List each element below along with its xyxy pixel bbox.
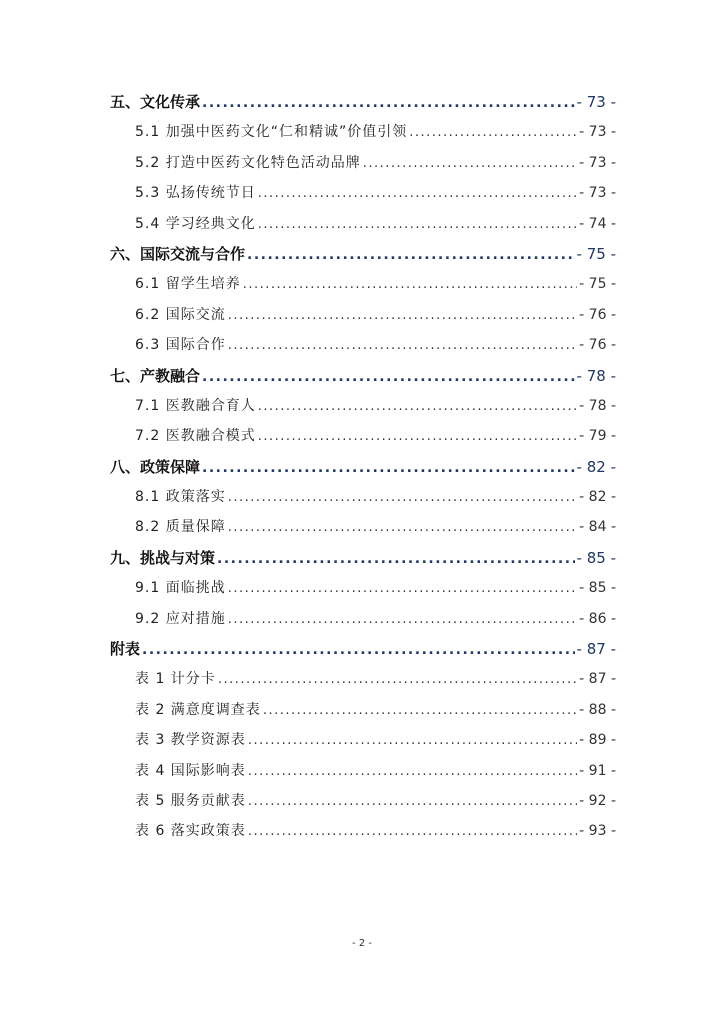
toc-entry[interactable] [110, 760, 616, 790]
toc-entry-page: - 73 - [576, 93, 616, 111]
toc-entry-page: - 88 - [579, 701, 616, 718]
toc-entry-page: - 87 - [576, 640, 616, 659]
toc-entry[interactable] [110, 121, 616, 151]
toc-leader-dots [228, 581, 577, 596]
toc-entry[interactable] [110, 729, 616, 759]
toc-entry-page: - 74 - [579, 215, 616, 232]
toc-entry[interactable] [110, 91, 616, 121]
toc-entry-label: 八、政策保障 [110, 457, 201, 476]
toc-entry-label: 表 5 服务贡献表 [135, 792, 246, 809]
toc-leader-dots [217, 551, 575, 567]
toc-leader-dots [202, 460, 575, 476]
toc-entry-label: 九、挑战与对策 [110, 548, 216, 567]
toc-entry-label: 5.2 打造中医药文化特色活动品牌 [135, 154, 361, 171]
toc-entry-page: - 75 - [576, 244, 616, 263]
toc-entry-label: 7.2 医教融合模式 [135, 428, 256, 445]
toc-entry-label: 表 6 落实政策表 [135, 823, 246, 840]
toc-leader-dots [243, 277, 577, 292]
toc-entry[interactable] [110, 668, 616, 698]
toc-entry-label: 表 2 满意度调查表 [135, 701, 261, 718]
toc-entry-page: - 86 - [579, 610, 616, 627]
toc-leader-dots [202, 95, 575, 111]
toc-entry-label: 6.3 国际合作 [135, 337, 226, 354]
toc-entry[interactable] [110, 699, 616, 729]
toc-entry[interactable] [110, 790, 616, 820]
toc-entry[interactable] [110, 395, 616, 425]
toc-entry[interactable] [110, 365, 616, 395]
toc-entry-label: 9.2 应对措施 [135, 610, 226, 627]
toc-entry-label: 5.3 弘扬传统节日 [135, 185, 256, 202]
toc-entry-label: 5.1 加强中医药文化“仁和精诚”价值引领 [135, 124, 408, 141]
toc-entry-label: 表 1 计分卡 [135, 671, 216, 688]
toc-entry[interactable] [110, 547, 616, 577]
toc-entry-label: 8.2 质量保障 [135, 519, 226, 536]
toc-leader-dots [228, 490, 577, 505]
toc-entry-label: 7.1 医教融合育人 [135, 397, 256, 414]
toc-leader-dots [248, 733, 577, 748]
toc-leader-dots [363, 156, 577, 171]
toc-leader-dots [247, 247, 575, 263]
toc-entry[interactable] [110, 516, 616, 546]
toc-leader-dots [228, 338, 577, 353]
toc-leader-dots [218, 672, 577, 687]
toc-entry-label: 六、国际交流与合作 [110, 244, 246, 263]
toc-entry-page: - 78 - [576, 366, 616, 385]
toc-leader-dots [248, 764, 577, 779]
toc-entry-page: - 75 - [579, 276, 616, 293]
toc-entry-page: - 73 - [579, 185, 616, 202]
toc-entry[interactable] [110, 334, 616, 364]
toc-entry-page: - 82 - [579, 489, 616, 506]
toc-leader-dots [258, 186, 577, 201]
toc-entry-page: - 73 - [579, 124, 616, 141]
toc-leader-dots [248, 794, 577, 809]
toc-leader-dots [202, 369, 575, 385]
toc-entry[interactable] [110, 243, 616, 273]
toc-entry-page: - 82 - [576, 457, 616, 476]
toc-leader-dots [258, 429, 577, 444]
toc-entry[interactable] [110, 273, 616, 303]
toc-entry-page: - 92 - [579, 792, 616, 809]
toc-entry-page: - 87 - [579, 671, 616, 688]
toc-entry-page: - 84 - [579, 519, 616, 536]
toc-leader-dots [142, 642, 575, 658]
toc-entry-label: 6.1 留学生培养 [135, 276, 241, 293]
toc-entry-label: 8.1 政策落实 [135, 489, 226, 506]
toc-entry-page: - 79 - [579, 428, 616, 445]
toc-entry-label: 表 3 教学资源表 [135, 732, 246, 749]
toc-entry-page: - 85 - [576, 548, 616, 567]
toc-entry[interactable] [110, 304, 616, 334]
toc-leader-dots [228, 308, 577, 323]
toc-entry[interactable] [110, 608, 616, 638]
page-number-footer: - 2 - [352, 938, 372, 949]
toc-entry[interactable] [110, 182, 616, 212]
toc-entry-page: - 76 - [579, 337, 616, 354]
toc-entry-page: - 89 - [579, 732, 616, 749]
toc-entry[interactable] [110, 638, 616, 668]
toc-leader-dots [228, 612, 577, 627]
toc-entry-label: 七、产教融合 [110, 366, 201, 385]
toc-entry[interactable] [110, 820, 616, 850]
toc-entry[interactable] [110, 486, 616, 516]
toc-entry[interactable] [110, 425, 616, 455]
toc-leader-dots [263, 703, 577, 718]
toc-entry-page: - 78 - [579, 397, 616, 414]
toc-leader-dots [228, 520, 577, 535]
toc-entry-label: 表 4 国际影响表 [135, 762, 246, 779]
toc-entry[interactable] [110, 577, 616, 607]
toc-leader-dots [409, 125, 577, 140]
toc-entry-page: - 93 - [579, 823, 616, 840]
toc-leader-dots [258, 399, 577, 414]
table-of-contents [110, 91, 616, 851]
toc-entry-label: 9.1 面临挑战 [135, 580, 226, 597]
toc-entry-label: 附表 [110, 640, 141, 659]
toc-entry[interactable] [110, 152, 616, 182]
toc-entry-page: - 73 - [579, 154, 616, 171]
toc-entry[interactable] [110, 456, 616, 486]
toc-entry-page: - 91 - [579, 762, 616, 779]
toc-entry-label: 6.2 国际交流 [135, 306, 226, 323]
toc-entry-page: - 85 - [579, 580, 616, 597]
toc-entry[interactable] [110, 213, 616, 243]
toc-entry-label: 5.4 学习经典文化 [135, 215, 256, 232]
toc-leader-dots [248, 824, 577, 839]
toc-leader-dots [258, 217, 577, 232]
toc-entry-label: 五、文化传承 [110, 93, 201, 111]
toc-entry-page: - 76 - [579, 306, 616, 323]
